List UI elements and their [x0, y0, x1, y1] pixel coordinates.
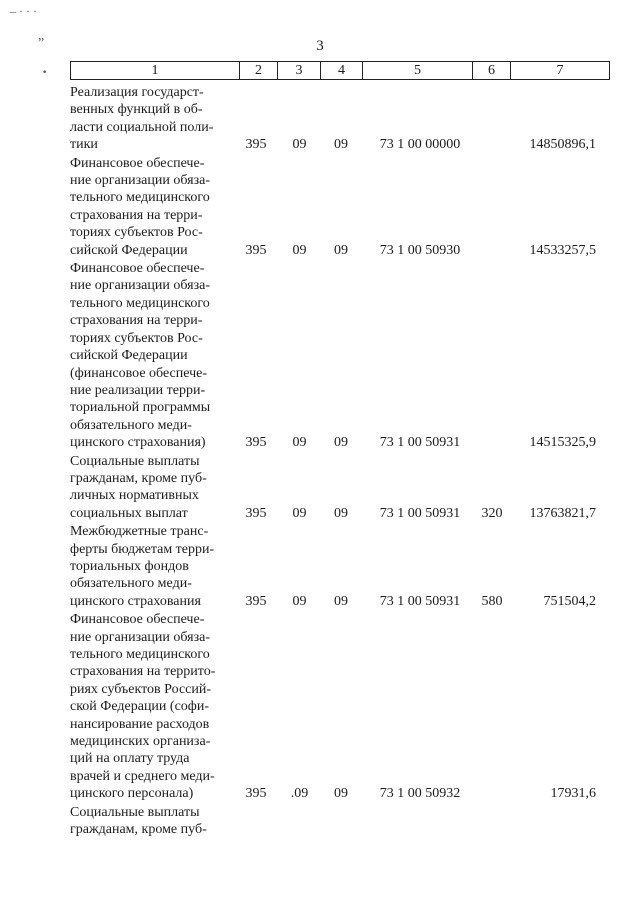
cell-col-5: 73 1 00 50931: [379, 505, 461, 521]
header-col-2: 2: [239, 62, 277, 79]
cell-col-4: 09: [334, 242, 348, 258]
row-name-line: цинского страхования: [70, 593, 201, 609]
row-name-line: страхования на терри-: [70, 207, 203, 223]
cell-col-5: 73 1 00 50931: [379, 593, 461, 609]
cell-col-7: 14850896,1: [529, 137, 596, 153]
table-row: [70, 523, 610, 610]
row-name-line: Финансовое обеспече-: [70, 612, 205, 628]
row-name-line: обязательного меди-: [70, 576, 192, 592]
header-col-3: 3: [277, 62, 320, 79]
table-row: [70, 804, 610, 839]
row-name-line: ние организации обяза-: [70, 278, 210, 294]
cell-col-5: 73 1 00 50930: [379, 242, 461, 258]
row-name-line: врачей и среднего меди-: [70, 768, 215, 784]
row-name-line: ций на оплату труда: [70, 751, 190, 767]
cell-col-3: 09: [292, 242, 307, 258]
row-name-line: ской Федерации (софи-: [70, 699, 210, 715]
row-name-line: страхования на терри-: [70, 313, 203, 329]
cell-col-2: 395: [245, 435, 267, 451]
row-name-line: личных нормативных: [70, 488, 199, 504]
cell-col-2: 395: [245, 593, 267, 609]
row-name-line: медицинских организа-: [70, 734, 211, 750]
table-row: [70, 453, 610, 523]
cell-col-4: 09: [334, 505, 348, 521]
row-name-line: ториях субъектов Рос-: [70, 330, 203, 346]
row-name-line: сийской Федерации: [70, 348, 188, 364]
cell-col-7: 13763821,7: [529, 505, 596, 521]
row-name-line: социальных выплат: [70, 505, 188, 521]
row-name-line: (финансовое обеспече-: [70, 365, 208, 381]
cell-col-6: 580: [481, 593, 503, 609]
cell-col-3: 09: [292, 137, 307, 153]
row-name-line: обязательного меди-: [70, 417, 192, 433]
table-row: [70, 260, 610, 451]
header-col-7: 7: [510, 62, 609, 79]
row-name-line: цинского персонала): [70, 786, 194, 802]
row-name: [70, 453, 238, 523]
row-name-line: Социальные выплаты: [70, 804, 200, 820]
cell-col-2: 395: [245, 137, 267, 153]
cell-col-2: 395: [245, 786, 267, 802]
row-name-line: сийской Федерации: [70, 242, 188, 258]
row-name-line: тики: [70, 137, 98, 153]
row-name-line: риях субъектов Россий-: [70, 681, 212, 697]
row-name: [70, 611, 238, 802]
row-name-line: ласти социальной поли-: [70, 119, 214, 135]
row-name-line: тельного медицинского: [70, 647, 210, 662]
cell-col-6: 320: [481, 505, 503, 521]
row-name-line: Финансовое обеспече-: [70, 261, 205, 277]
row-name-line: гражданам, кроме пуб-: [70, 822, 207, 838]
row-name-line: Финансовое обеспече-: [70, 155, 205, 171]
margin-mark-top: – · · ·: [10, 4, 37, 18]
cell-col-7: 14533257,5: [529, 242, 596, 258]
table-row: [70, 84, 610, 154]
margin-mark-quote: ”: [38, 36, 45, 51]
cell-col-2: 395: [245, 242, 267, 258]
cell-col-3: 09: [292, 593, 307, 609]
row-name-line: Социальные выплаты: [70, 453, 200, 469]
cell-col-3: 09: [292, 435, 307, 451]
cell-col-7: 751504,2: [543, 593, 596, 609]
row-name-line: Межбюджетные транс-: [70, 524, 209, 540]
cell-col-7: 17931,6: [550, 786, 596, 802]
table-body: [70, 84, 610, 839]
row-name-line: ториальной программы: [70, 400, 211, 416]
cell-col-5: 73 1 00 50932: [379, 786, 461, 802]
table-row: [70, 611, 610, 802]
row-name-line: ние реализации терри-: [70, 382, 206, 398]
cell-col-4: 09: [334, 786, 348, 802]
header-col-1: 1: [151, 63, 159, 78]
row-name-line: тельного медицинского: [70, 190, 210, 206]
row-name-line: ние организации обяза-: [70, 629, 210, 645]
cell-col-4: 09: [334, 137, 348, 153]
row-name-line: тельного медицинского: [70, 295, 210, 311]
cell-col-2: 395: [245, 505, 267, 521]
row-name-line: страхования на террито-: [70, 664, 216, 680]
table-row: [70, 155, 610, 259]
row-name-line: нансирование расходов: [70, 716, 210, 732]
row-name-line: гражданам, кроме пуб-: [70, 470, 207, 486]
row-name: [70, 155, 238, 259]
row-name-line: ториях субъектов Рос-: [70, 225, 203, 241]
row-name: [70, 804, 238, 839]
row-name: [70, 260, 238, 451]
row-name-line: ториальных фондов: [70, 558, 189, 574]
cell-col-3: .09: [290, 786, 309, 802]
row-name-line: венных функций в об-: [70, 102, 203, 118]
table-header: [70, 61, 610, 80]
page-number: 3: [316, 38, 324, 54]
row-name: [70, 84, 238, 154]
header-col-5: 5: [362, 62, 472, 79]
row-name-line: ферты бюджетам терри-: [70, 541, 215, 557]
cell-col-4: 09: [334, 593, 348, 609]
cell-col-3: 09: [292, 505, 307, 521]
row-name-line: ние организации обяза-: [70, 173, 210, 189]
row-name-line: Реализация государст-: [70, 85, 204, 100]
header-col-4: 4: [320, 62, 362, 79]
header-col-6: 6: [472, 62, 510, 79]
cell-col-5: 73 1 00 00000: [379, 137, 461, 153]
cell-col-5: 73 1 00 50931: [379, 435, 461, 451]
row-name-line: цинского страхования): [70, 435, 206, 451]
cell-col-7: 14515325,9: [529, 435, 596, 451]
row-name: [70, 523, 238, 610]
cell-col-4: 09: [334, 435, 348, 451]
margin-mark-dot: ·: [42, 64, 48, 81]
